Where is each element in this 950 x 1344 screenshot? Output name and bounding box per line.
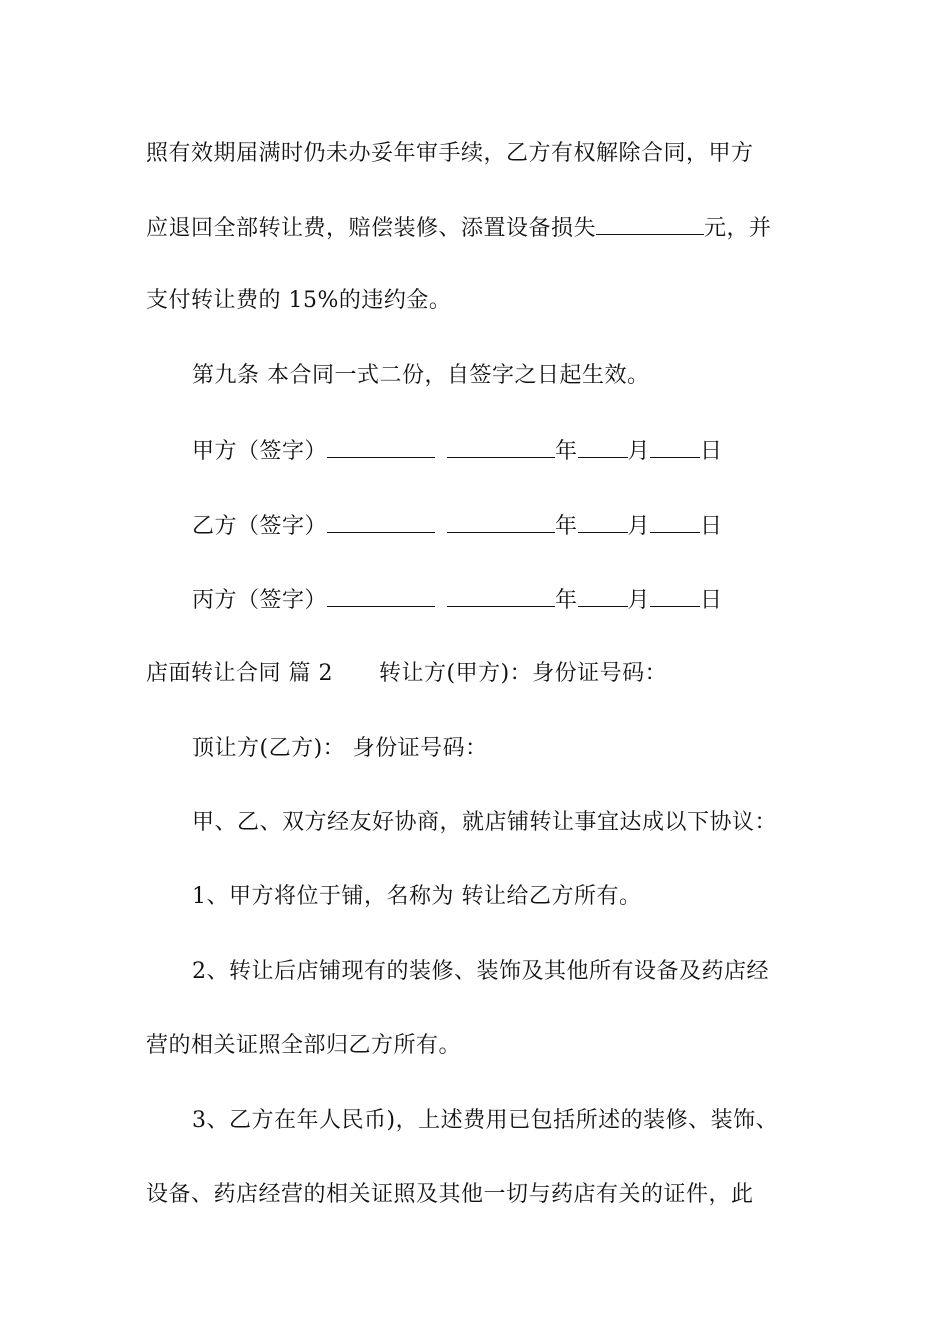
contract-two-header <box>146 659 826 689</box>
day-label: 日 <box>700 514 723 539</box>
transferee-line: 顶让方(乙方)： 身份证号码： <box>192 736 488 761</box>
day-label: 日 <box>700 439 723 464</box>
clause-three-line: 设备、药店经营的相关证照及其他一切与药店有关的证件，此 <box>146 1182 754 1207</box>
paragraph-text: 元，并 <box>704 216 772 241</box>
day-blank <box>650 584 700 607</box>
signature-line-party-b <box>192 510 872 542</box>
paragraph-text: 应退回全部转让费，赔偿装修、添置设备损失 <box>146 216 597 241</box>
year-blank <box>447 510 555 533</box>
year-label: 年 <box>555 588 578 613</box>
signature-line-party-a <box>192 435 872 467</box>
year-blank <box>447 584 555 607</box>
clause-one: 1、甲方将位于铺，名称为 转让给乙方所有。 <box>192 884 642 909</box>
day-label: 日 <box>700 588 723 613</box>
signature-blank <box>327 510 435 533</box>
amount-blank <box>596 212 704 235</box>
paragraph-line <box>146 212 826 244</box>
signature-blank <box>327 435 435 458</box>
month-label: 月 <box>627 439 651 464</box>
signature-label: 丙方（签字） <box>192 588 328 613</box>
signature-label: 乙方（签字） <box>192 514 328 539</box>
signature-label: 甲方（签字） <box>192 439 328 464</box>
month-label: 月 <box>627 514 651 539</box>
month-blank <box>578 584 628 607</box>
day-blank <box>650 510 700 533</box>
clause-two-line: 营的相关证照全部归乙方所有。 <box>146 1033 462 1058</box>
year-label: 年 <box>555 514 578 539</box>
paragraph-line: 支付转让费的 15%的违约金。 <box>146 288 452 313</box>
month-blank <box>578 435 628 458</box>
month-label: 月 <box>627 588 651 613</box>
paragraph-line: 照有效期届满时仍未办妥年审手续，乙方有权解除合同，甲方 <box>146 141 754 166</box>
clause-two-line: 2、转让后店铺现有的装修、装饰及其他所有设备及药店经 <box>192 959 769 984</box>
agreement-intro: 甲、乙、双方经友好协商，就店铺转让事宜达成以下协议： <box>192 810 778 835</box>
year-blank <box>447 435 555 458</box>
day-blank <box>650 435 700 458</box>
contract-title: 店面转让合同 篇 2 <box>146 661 333 686</box>
clause-three-line: 3、乙方在年人民币)，上述费用已包括所述的装修、装饰、 <box>192 1108 779 1133</box>
year-label: 年 <box>555 439 578 464</box>
signature-blank <box>327 584 435 607</box>
transferor-line: 转让方(甲方)：身份证号码： <box>378 661 668 686</box>
article-nine: 第九条 本合同一式二份，自签字之日起生效。 <box>192 363 650 388</box>
month-blank <box>578 510 628 533</box>
signature-line-party-c <box>192 584 872 616</box>
